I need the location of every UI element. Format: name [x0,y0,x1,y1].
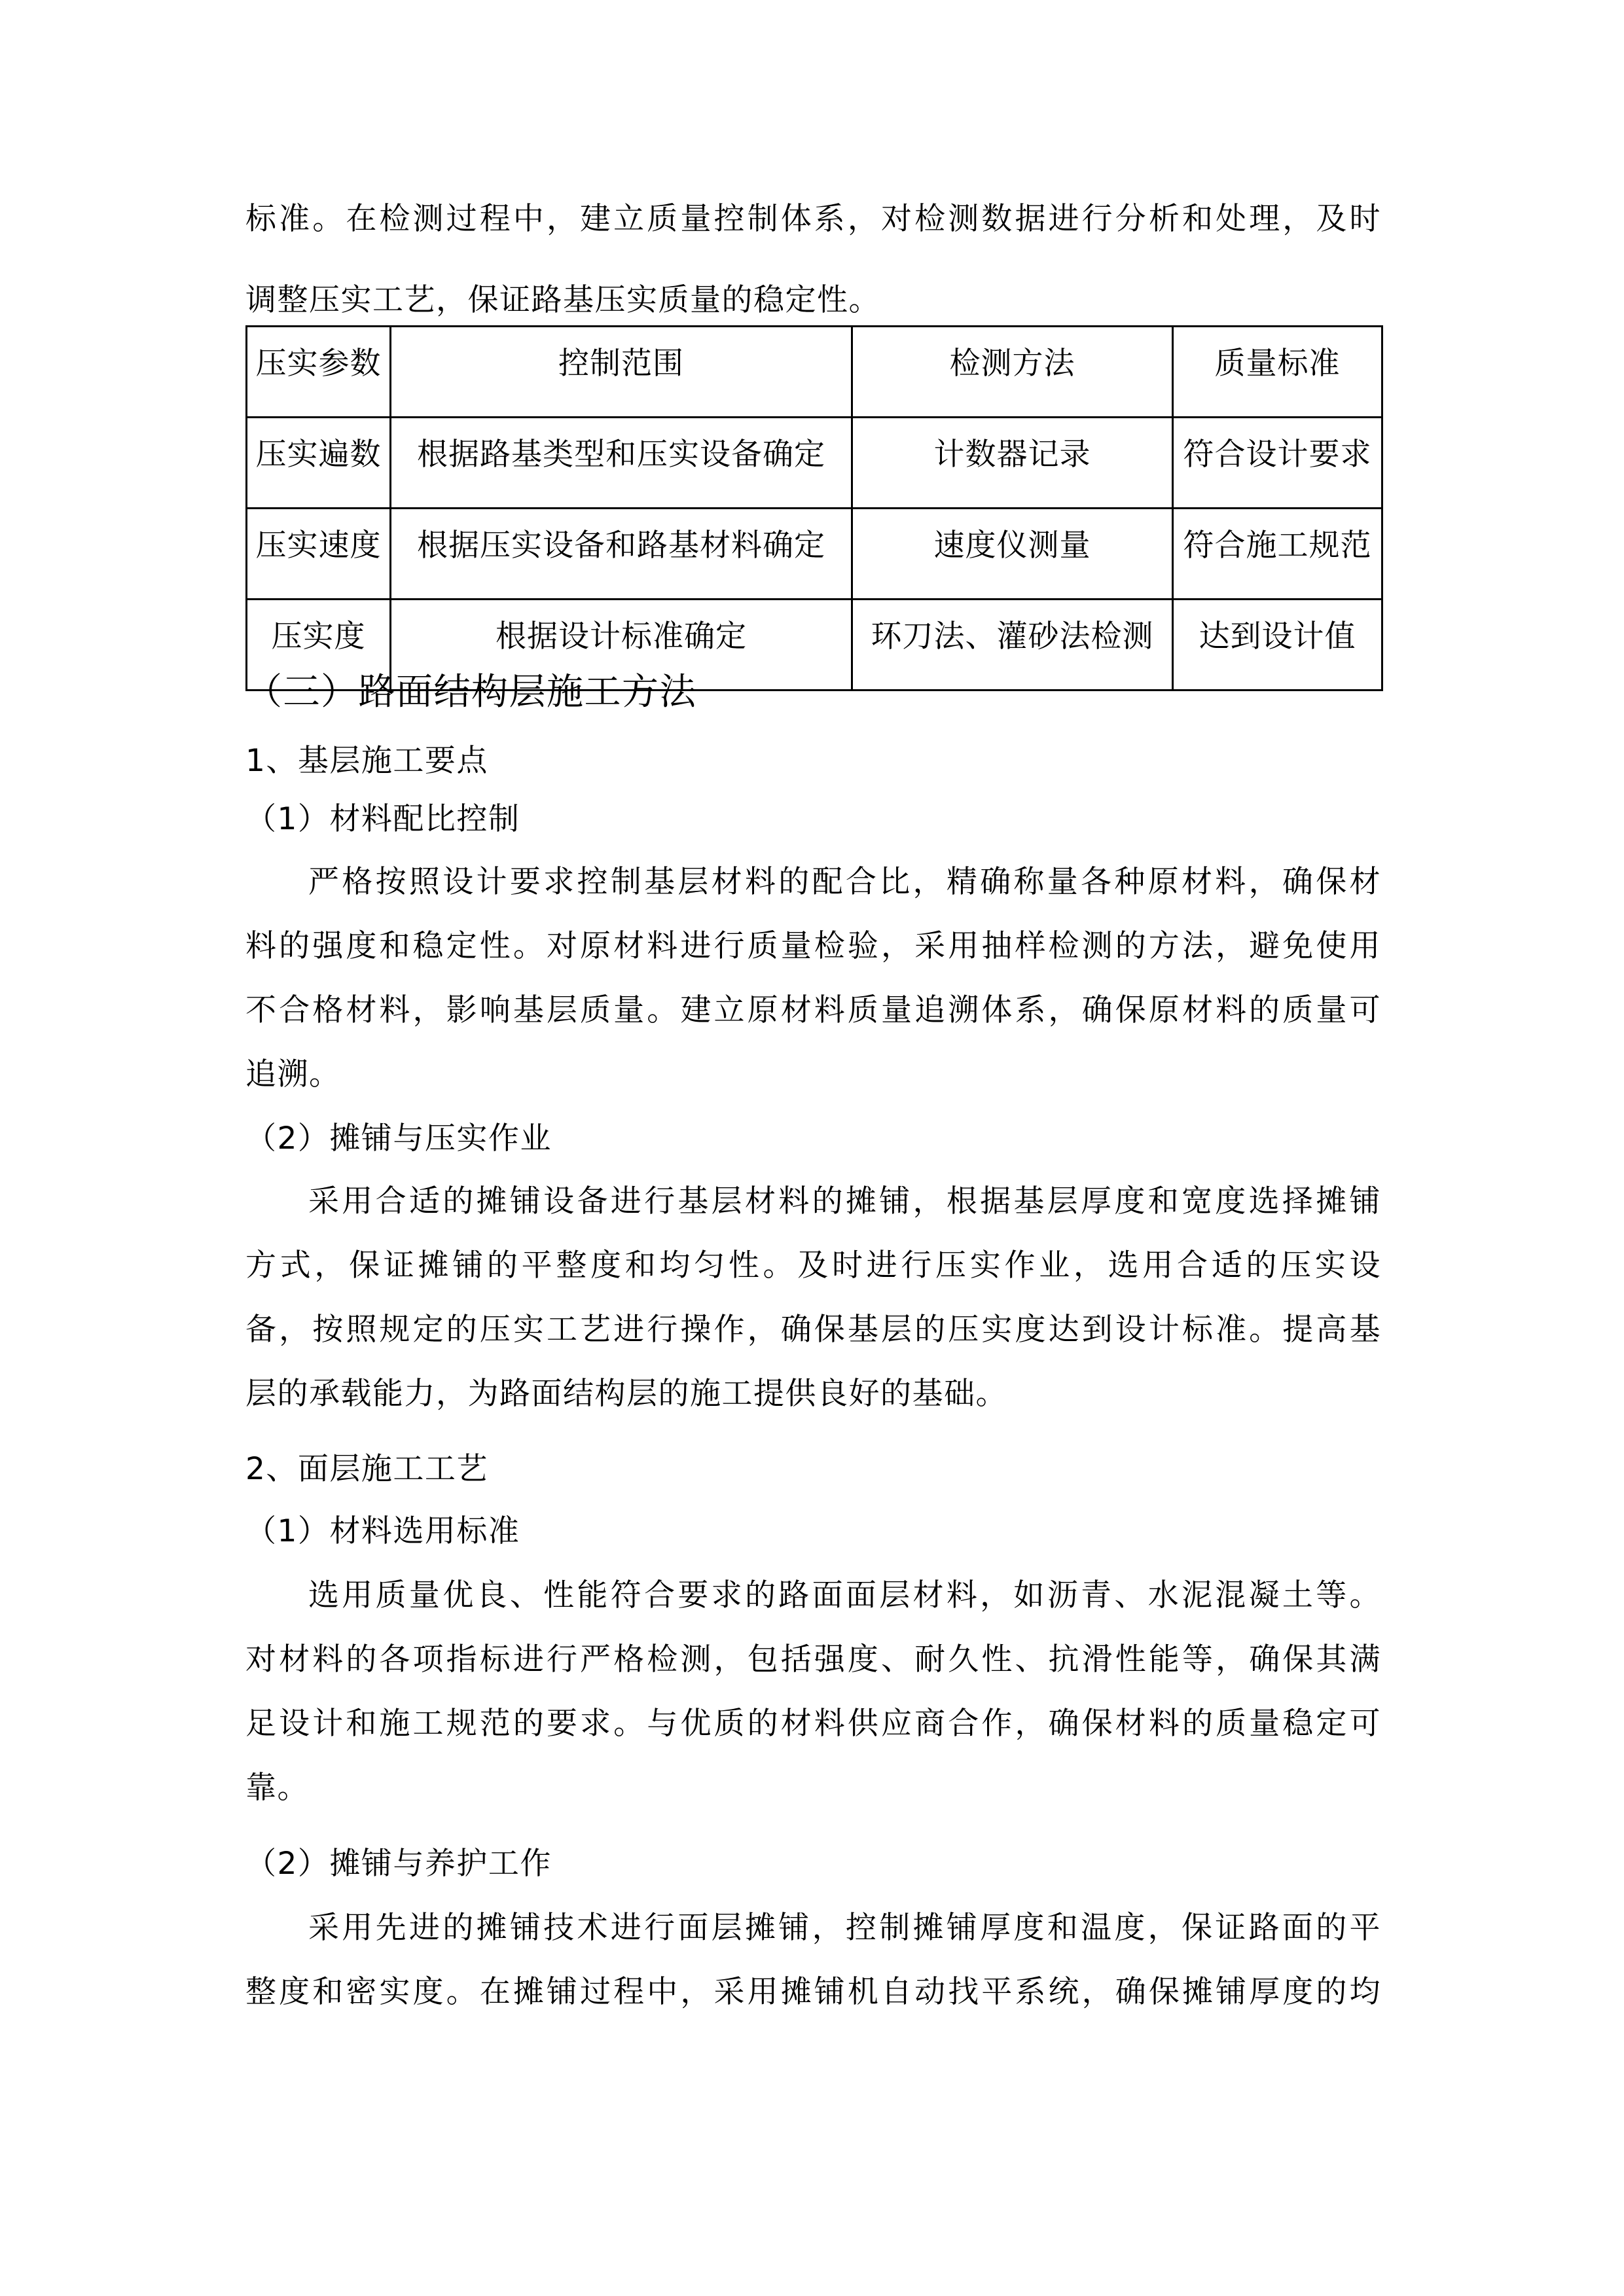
table-row [247,509,1382,600]
paragraph-line: 对材料的各项指标进行严格检测，包括强度、耐久性、抗滑性能等，确保其满 [245,1641,1381,1677]
table-cell: 速度仪测量 [852,509,1173,600]
table-row [247,418,1382,509]
table-cell: 根据压实设备和路基材料确定 [391,509,852,600]
paragraph-line: 采用先进的摊铺技术进行面层摊铺，控制摊铺厚度和温度，保证路面的平 [308,1910,1381,1946]
item-heading: （2）摊铺与养护工作 [245,1846,552,1882]
table-header-cell: 质量标准 [1173,327,1382,418]
paragraph-line: 不合格材料，影响基层质量。建立原材料质量追溯体系，确保原材料的质量可 [245,992,1381,1028]
table-cell: 根据路基类型和压实设备确定 [391,418,852,509]
table-cell: 符合施工规范 [1173,509,1382,600]
table-header-cell: 检测方法 [852,327,1173,418]
table-cell: 根据设计标准确定 [391,600,852,691]
paragraph-line: 标准。在检测过程中，建立质量控制体系，对检测数据进行分析和处理，及时 [245,201,1381,237]
paragraph-line: 料的强度和稳定性。对原材料进行质量检验，采用抽样检测的方法，避免使用 [245,928,1381,964]
paragraph-line: 方式，保证摊铺的平整度和均匀性。及时进行压实作业，选用合适的压实设 [245,1247,1381,1283]
section-heading: （三）路面结构层施工方法 [245,671,697,713]
table-header-row [247,327,1382,418]
paragraph-line: 整度和密实度。在摊铺过程中，采用摊铺机自动找平系统，确保摊铺厚度的均 [245,1974,1381,2010]
table-cell: 压实速度 [247,509,391,600]
table-cell: 达到设计值 [1173,600,1382,691]
paragraph-line: 层的承载能力，为路面结构层的施工提供良好的基础。 [245,1376,1007,1412]
table-header-cell: 控制范围 [391,327,852,418]
paragraph-line: 严格按照设计要求控制基层材料的配合比，精确称量各种原材料，确保材 [308,864,1381,900]
paragraph-line: 调整压实工艺，保证路基压实质量的稳定性。 [245,282,880,318]
paragraph-line: 采用合适的摊铺设备进行基层材料的摊铺，根据基层厚度和宽度选择摊铺 [308,1183,1381,1219]
paragraph-line: 足设计和施工规范的要求。与优质的材料供应商合作，确保材料的质量稳定可 [245,1706,1381,1742]
paragraph-line: 靠。 [245,1770,309,1806]
table-header-cell: 压实参数 [247,327,391,418]
compaction-parameters-table [245,325,1383,691]
table-cell: 符合设计要求 [1173,418,1382,509]
subsection-heading: 2、面层施工工艺 [245,1451,488,1487]
table-cell: 压实遍数 [247,418,391,509]
item-heading: （1）材料配比控制 [245,801,520,837]
table-cell: 计数器记录 [852,418,1173,509]
item-heading: （2）摊铺与压实作业 [245,1121,552,1157]
paragraph-line: 选用质量优良、性能符合要求的路面面层材料，如沥青、水泥混凝土等。 [308,1577,1381,1613]
table-cell: 压实度 [247,600,391,691]
paragraph-line: 备，按照规定的压实工艺进行操作，确保基层的压实度达到设计标准。提高基 [245,1312,1381,1348]
table-cell: 环刀法、灌砂法检测 [852,600,1173,691]
subsection-heading: 1、基层施工要点 [245,743,488,779]
paragraph-line: 追溯。 [245,1056,341,1092]
item-heading: （1）材料选用标准 [245,1513,520,1549]
